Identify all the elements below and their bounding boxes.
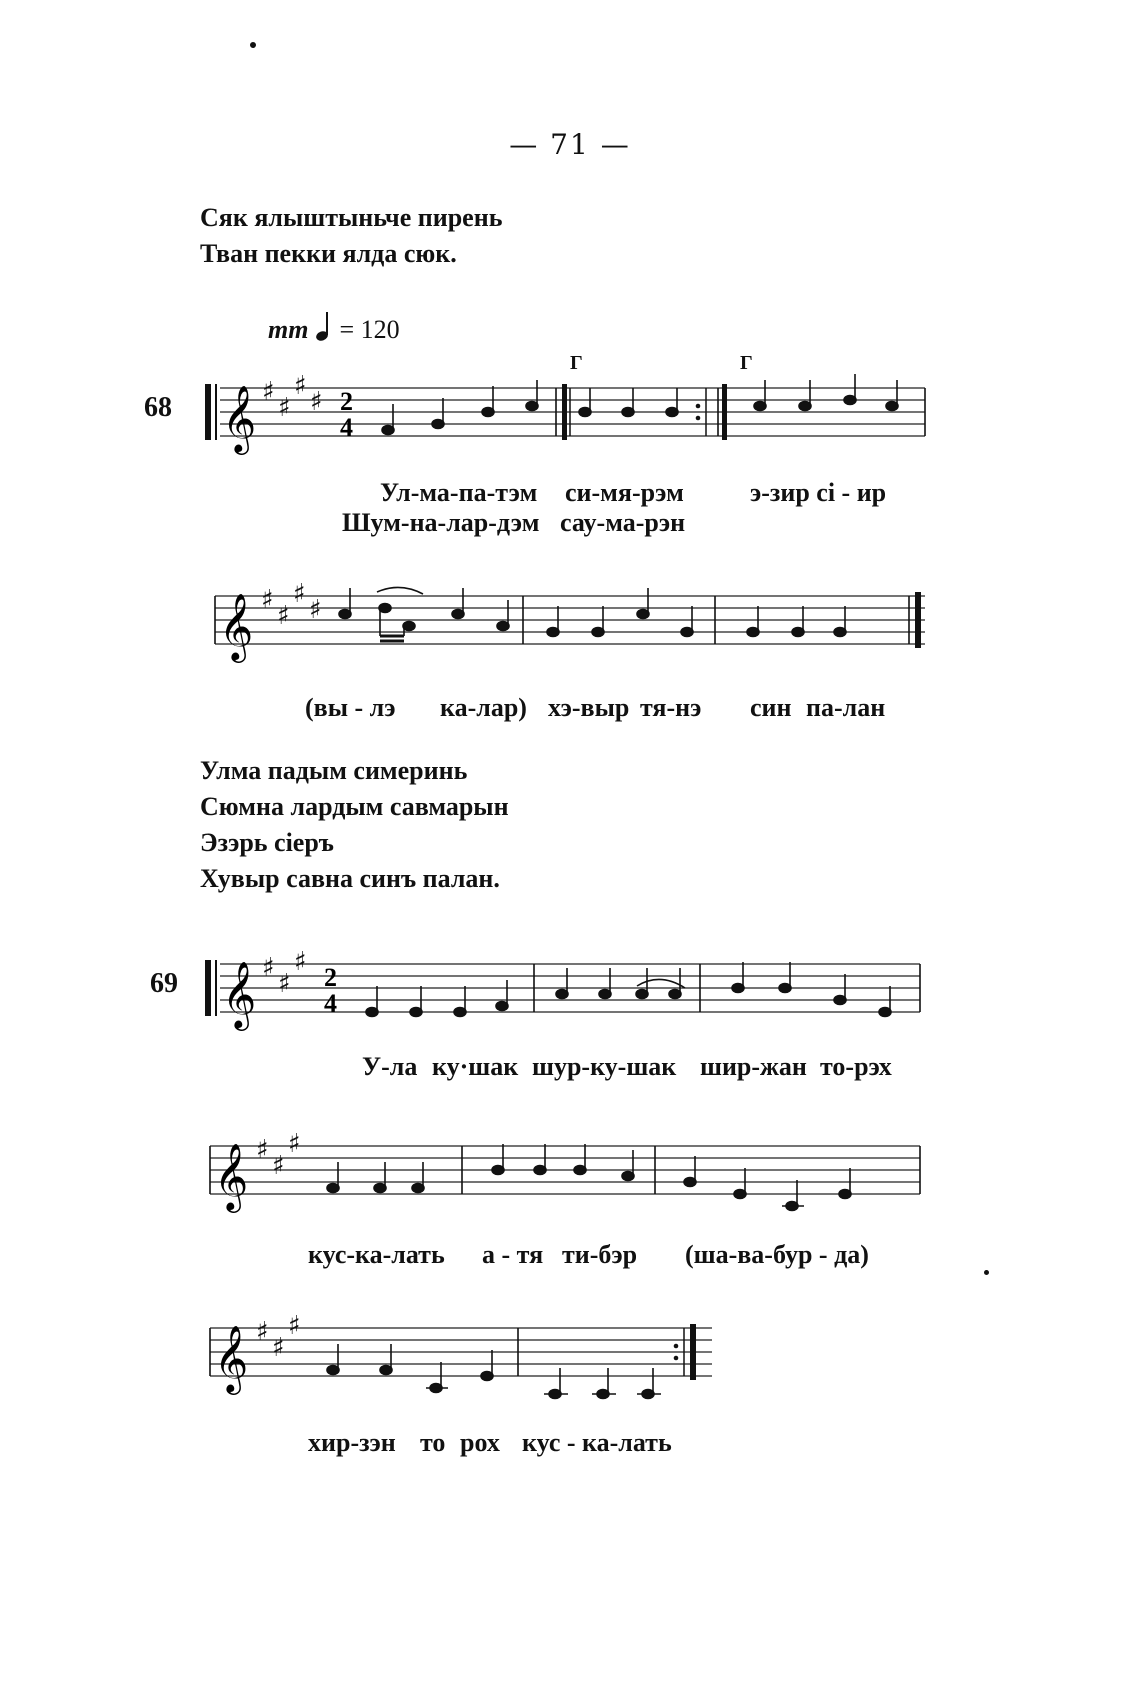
key-signature-sharps-icon — [256, 1129, 301, 1181]
lyric: па-лан — [806, 693, 886, 722]
svg-text:♯: ♯ — [293, 579, 306, 609]
lyric: Ул-ма-па-тэм — [380, 478, 538, 507]
lyric: ку·шак — [432, 1052, 519, 1081]
lyric: ти-бэр — [562, 1240, 638, 1269]
tempo-marking — [268, 312, 400, 345]
lyric: (вы - лэ — [305, 693, 396, 722]
svg-text:♯: ♯ — [261, 585, 274, 615]
svg-text:♯: ♯ — [277, 601, 290, 631]
quarter-note-icon — [315, 312, 333, 342]
svg-text:♯: ♯ — [272, 1333, 285, 1363]
lyric: си-мя-рэм — [565, 478, 684, 507]
verse-1 — [200, 200, 502, 272]
svg-text:♯: ♯ — [309, 595, 322, 625]
lyric: шир-жан — [700, 1052, 807, 1081]
lyric: сау-ма-рэн — [560, 508, 686, 537]
staff-69-system-3 — [200, 1300, 720, 1410]
svg-text:♯: ♯ — [288, 1129, 301, 1159]
verse-2 — [200, 753, 509, 897]
svg-text:♯: ♯ — [262, 377, 275, 407]
treble-clef-icon: 𝄞 — [214, 1324, 249, 1392]
verse-line: Улма падым симеринь — [200, 756, 468, 785]
tempo-value: = 120 — [339, 315, 400, 344]
treble-clef-icon: 𝄞 — [222, 960, 257, 1028]
key-signature-sharps-icon — [262, 947, 307, 999]
lyric: э-зир сі - ир — [750, 478, 887, 507]
svg-text:♯: ♯ — [310, 387, 323, 417]
verse-line: Сюмна лардым савмарын — [200, 792, 509, 821]
slur — [377, 587, 423, 594]
svg-text:♯: ♯ — [256, 1135, 269, 1165]
svg-text:♯: ♯ — [288, 1311, 301, 1341]
svg-text:♯: ♯ — [256, 1317, 269, 1347]
verse-line: Эзэрь сіеръ — [200, 828, 334, 857]
key-signature-sharps-icon — [256, 1311, 301, 1363]
lyric: син — [750, 693, 792, 722]
key-signature-sharps-icon — [261, 579, 322, 631]
speck — [984, 1270, 989, 1275]
svg-text:♯: ♯ — [272, 1151, 285, 1181]
time-sig-top: 2 — [324, 963, 337, 992]
lyric: а - тя — [482, 1240, 544, 1269]
lyric: то-рэх — [820, 1052, 892, 1081]
treble-clef-icon: 𝄞 — [214, 1142, 249, 1210]
time-sig-top: 2 — [340, 387, 353, 416]
bracket-mark: Г — [740, 352, 753, 374]
lyric: рох — [460, 1428, 500, 1457]
lyric: тя-нэ — [640, 693, 702, 722]
verse-line: Тван пекки ялда сюк. — [200, 239, 457, 268]
verse-line: Сяк ялыштыньче пирень — [200, 203, 503, 232]
lyric: хэ-выр — [548, 693, 630, 722]
staff-69-system-2 — [200, 1118, 930, 1228]
lyric: кус - ка-лать — [522, 1428, 672, 1457]
time-sig-bottom: 4 — [340, 413, 353, 442]
staff-68-system-1 — [200, 360, 930, 480]
lyric: шур-ку-шак — [532, 1052, 677, 1081]
treble-clef-icon: 𝄞 — [222, 384, 257, 452]
svg-text:♯: ♯ — [278, 969, 291, 999]
staff-68-system-2 — [205, 568, 935, 678]
key-signature-sharps-icon — [262, 371, 323, 423]
time-sig-bottom: 4 — [324, 989, 337, 1018]
song-number-68: 68 — [144, 392, 172, 423]
svg-text:♯: ♯ — [294, 371, 307, 401]
lyric: хир-зэн — [308, 1428, 396, 1457]
svg-text:♯: ♯ — [262, 953, 275, 983]
slur — [637, 979, 685, 988]
verse-line: Хувыр савна синъ палан. — [200, 864, 500, 893]
speck — [250, 42, 256, 48]
bracket-mark: Г — [570, 352, 583, 374]
page-number: — 71 — — [509, 128, 631, 161]
lyric: У-ла — [362, 1052, 418, 1081]
svg-text:♯: ♯ — [294, 947, 307, 977]
lyric: Шум-на-лар-дэм — [342, 508, 540, 537]
lyric: то — [420, 1428, 446, 1457]
song-number-69: 69 — [150, 968, 178, 999]
staff-69-system-1 — [200, 936, 930, 1046]
tempo-label: mm — [268, 315, 309, 344]
treble-clef-icon: 𝄞 — [219, 592, 254, 660]
lyric: кус-ка-лать — [308, 1240, 445, 1269]
svg-text:♯: ♯ — [278, 393, 291, 423]
lyric: (ша-ва-бур - да) — [685, 1240, 869, 1269]
lyric: ка-лар) — [440, 693, 527, 722]
